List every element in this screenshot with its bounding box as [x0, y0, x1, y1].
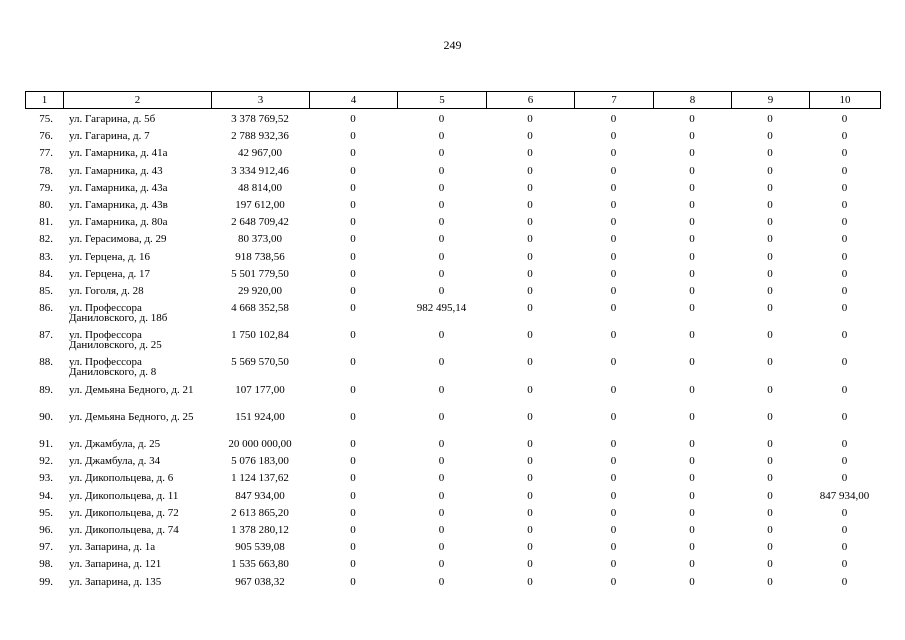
table-row — [25, 111, 880, 128]
value-cell: 0 — [689, 233, 695, 246]
value-cell: 3 334 912,46 — [231, 164, 289, 177]
value-cell: 0 — [689, 284, 695, 297]
value-cell: 0 — [527, 302, 533, 315]
value-cell: 0 — [689, 113, 695, 125]
value-cell: 0 — [610, 523, 617, 536]
value-cell: 0 — [767, 233, 773, 246]
value-cell: 0 — [438, 250, 445, 263]
value-cell: 0 — [841, 438, 848, 450]
value-cell: 2 648 709,42 — [231, 216, 289, 229]
row-number-cell: 90. — [39, 410, 53, 423]
value-cell: 0 — [689, 541, 695, 554]
value-cell: 0 — [689, 506, 695, 519]
value-cell: 0 — [767, 575, 773, 588]
value-cell: 3 378 769,52 — [231, 113, 289, 125]
value-cell: 0 — [610, 267, 617, 280]
table-row — [25, 453, 880, 470]
column-header-table — [25, 91, 881, 109]
row-number-cell: 77. — [39, 147, 53, 160]
value-cell: 0 — [841, 267, 848, 280]
value-cell: 0 — [527, 284, 533, 297]
value-cell: 0 — [438, 130, 445, 143]
value-cell: 107 177,00 — [235, 383, 285, 396]
value-cell: 0 — [350, 198, 356, 211]
value-cell: 0 — [610, 541, 617, 554]
value-cell: 0 — [350, 130, 356, 143]
value-cell: 0 — [350, 113, 356, 125]
value-cell: 0 — [438, 267, 445, 280]
address-cell: ул. Герцена, д. 16 — [69, 250, 151, 263]
value-cell: 0 — [350, 147, 356, 160]
value-cell: 2 613 865,20 — [231, 506, 289, 519]
value-cell: 0 — [438, 147, 445, 160]
value-cell: 0 — [527, 438, 533, 450]
value-cell: 0 — [610, 329, 617, 342]
value-cell: 20 000 000,00 — [228, 438, 292, 450]
value-cell: 0 — [841, 216, 848, 229]
table-row — [25, 505, 880, 522]
table-row — [25, 145, 880, 162]
value-cell: 0 — [350, 523, 356, 536]
value-cell: 0 — [767, 523, 773, 536]
value-cell: 0 — [438, 558, 445, 571]
value-cell: 0 — [438, 233, 445, 246]
value-cell: 0 — [350, 489, 356, 502]
value-cell: 0 — [610, 410, 617, 423]
value-cell: 0 — [527, 489, 533, 502]
value-cell: 0 — [767, 438, 773, 450]
row-number-cell: 88. — [39, 356, 53, 369]
row-number-cell: 78. — [39, 164, 53, 177]
value-cell: 0 — [527, 541, 533, 554]
value-cell: 0 — [767, 410, 773, 423]
value-cell: 0 — [527, 233, 533, 246]
value-cell: 0 — [527, 164, 533, 177]
row-number-cell: 85. — [39, 284, 53, 297]
row-number-cell: 89. — [39, 383, 53, 396]
address-cell: ул. Гагарина, д. 5б — [69, 113, 156, 125]
column-header: 6 — [487, 92, 575, 109]
value-cell: 0 — [841, 198, 848, 211]
value-cell: 29 920,00 — [238, 284, 282, 297]
value-cell: 0 — [767, 356, 773, 369]
value-cell: 0 — [689, 410, 695, 423]
value-cell: 0 — [527, 383, 533, 396]
value-cell: 4 668 352,58 — [231, 302, 289, 315]
column-header: 1 — [26, 92, 64, 109]
value-cell: 0 — [841, 329, 848, 342]
value-cell: 1 124 137,62 — [231, 472, 289, 485]
table-row — [25, 488, 880, 505]
value-cell: 0 — [689, 130, 695, 143]
row-number-cell: 96. — [39, 523, 53, 536]
value-cell: 0 — [767, 216, 773, 229]
value-cell: 0 — [438, 383, 445, 396]
address-cell: ул. Гагарина, д. 7 — [69, 130, 150, 143]
value-cell: 48 814,00 — [238, 181, 282, 194]
value-cell: 0 — [689, 250, 695, 263]
table-row — [25, 436, 880, 453]
address-cell: ул. Гамарника, д. 43а — [69, 181, 168, 194]
value-cell: 0 — [689, 329, 695, 342]
value-cell: 0 — [527, 147, 533, 160]
value-cell: 0 — [350, 558, 356, 571]
value-cell: 0 — [767, 506, 773, 519]
value-cell: 0 — [350, 383, 356, 396]
value-cell: 0 — [689, 181, 695, 194]
value-cell: 0 — [767, 147, 773, 160]
value-cell: 0 — [689, 147, 695, 160]
value-cell: 0 — [767, 302, 773, 315]
value-cell: 0 — [689, 575, 695, 588]
value-cell: 0 — [610, 233, 617, 246]
value-cell: 0 — [841, 455, 848, 468]
table-row — [25, 539, 880, 556]
value-cell: 0 — [438, 523, 445, 536]
address-cell: ул. Демьяна Бедного, д. 21 — [69, 383, 194, 396]
value-cell: 2 788 932,36 — [231, 130, 289, 143]
value-cell: 0 — [689, 302, 695, 315]
row-number-cell: 84. — [39, 267, 53, 280]
row-number-cell: 86. — [39, 302, 53, 315]
table-row — [25, 409, 880, 436]
value-cell: 0 — [841, 233, 848, 246]
row-number-cell: 93. — [39, 472, 53, 485]
value-cell: 0 — [841, 523, 848, 536]
value-cell: 0 — [350, 472, 356, 485]
value-cell: 0 — [841, 284, 848, 297]
value-cell: 0 — [350, 575, 356, 588]
value-cell: 0 — [767, 541, 773, 554]
value-cell: 0 — [767, 181, 773, 194]
value-cell: 0 — [527, 181, 533, 194]
value-cell: 0 — [527, 216, 533, 229]
address-cell: ул. Гамарника, д. 80а — [69, 216, 168, 229]
value-cell: 0 — [841, 164, 848, 177]
value-cell: 0 — [767, 558, 773, 571]
table-row — [25, 556, 880, 573]
value-cell: 0 — [438, 506, 445, 519]
value-cell: 0 — [767, 250, 773, 263]
value-cell: 0 — [438, 284, 445, 297]
value-cell: 0 — [610, 147, 617, 160]
row-number-cell: 82. — [39, 233, 53, 246]
column-header: 3 — [212, 92, 310, 109]
value-cell: 0 — [527, 329, 533, 342]
value-cell: 0 — [767, 329, 773, 342]
table-row — [25, 470, 880, 487]
value-cell: 0 — [527, 558, 533, 571]
value-cell: 0 — [689, 198, 695, 211]
value-cell: 0 — [689, 356, 695, 369]
address-cell: ул. Запарина, д. 135 — [69, 575, 162, 588]
table-row — [25, 266, 880, 283]
value-cell: 0 — [610, 506, 617, 519]
address-cell: ул. Джамбула, д. 25 — [69, 438, 161, 450]
address-cell: ул. Дикопольцева, д. 72 — [69, 506, 179, 519]
value-cell: 0 — [767, 455, 773, 468]
value-cell: 0 — [689, 164, 695, 177]
address-cell: ул. Гамарника, д. 41а — [69, 147, 168, 160]
value-cell: 0 — [767, 113, 773, 125]
value-cell: 0 — [841, 302, 848, 315]
column-header: 2 — [64, 92, 212, 109]
value-cell: 0 — [350, 302, 356, 315]
value-cell: 0 — [610, 284, 617, 297]
value-cell: 0 — [527, 575, 533, 588]
value-cell: 0 — [438, 410, 445, 423]
row-number-cell: 79. — [39, 181, 53, 194]
value-cell: 0 — [841, 506, 848, 519]
value-cell: 0 — [350, 356, 356, 369]
column-header-row — [26, 92, 881, 109]
value-cell: 0 — [610, 558, 617, 571]
row-number-cell: 80. — [39, 198, 53, 211]
value-cell: 0 — [610, 181, 617, 194]
value-cell: 0 — [841, 181, 848, 194]
value-cell: 0 — [841, 356, 848, 369]
table-row — [25, 197, 880, 214]
row-number-cell: 92. — [39, 455, 53, 468]
value-cell: 0 — [841, 541, 848, 554]
address-cell: ул. Дикопольцева, д. 11 — [69, 489, 179, 502]
value-cell: 0 — [610, 472, 617, 485]
value-cell: 0 — [767, 130, 773, 143]
row-number-cell: 94. — [39, 489, 53, 502]
address-cell: ул. Профессора Даниловского, д. 8 — [69, 356, 157, 379]
value-cell: 0 — [841, 410, 848, 423]
row-number-cell: 98. — [39, 558, 53, 571]
value-cell: 0 — [610, 575, 617, 588]
column-header: 10 — [810, 92, 881, 109]
row-number-cell: 81. — [39, 216, 53, 229]
value-cell: 0 — [527, 356, 533, 369]
value-cell: 0 — [350, 216, 356, 229]
address-cell: ул. Дикопольцева, д. 74 — [69, 523, 179, 536]
value-cell: 0 — [438, 113, 445, 125]
value-cell: 0 — [610, 198, 617, 211]
value-cell: 0 — [350, 267, 356, 280]
row-number-cell: 87. — [39, 329, 53, 342]
value-cell: 151 924,00 — [235, 410, 285, 423]
value-cell: 0 — [527, 410, 533, 423]
value-cell: 0 — [689, 383, 695, 396]
column-header: 8 — [654, 92, 732, 109]
value-cell: 197 612,00 — [235, 198, 285, 211]
value-cell: 0 — [610, 438, 617, 450]
page-number: 249 — [443, 38, 462, 52]
value-cell: 0 — [689, 523, 695, 536]
table-row — [25, 163, 880, 180]
value-cell: 0 — [527, 267, 533, 280]
value-cell: 0 — [689, 267, 695, 280]
value-cell: 0 — [841, 130, 848, 143]
table-row — [25, 574, 880, 591]
value-cell: 0 — [610, 113, 617, 125]
value-cell: 0 — [767, 198, 773, 211]
value-cell: 0 — [527, 198, 533, 211]
value-cell: 0 — [350, 233, 356, 246]
value-cell: 0 — [689, 455, 695, 468]
value-cell: 0 — [438, 329, 445, 342]
row-number-cell: 97. — [39, 541, 53, 554]
value-cell: 0 — [527, 472, 533, 485]
value-cell: 1 378 280,12 — [231, 523, 289, 536]
value-cell: 1 535 663,80 — [231, 558, 289, 571]
value-cell: 0 — [610, 216, 617, 229]
value-cell: 0 — [438, 438, 445, 450]
address-cell: ул. Гамарника, д. 43в — [69, 198, 168, 211]
value-cell: 0 — [438, 356, 445, 369]
address-cell: ул. Запарина, д. 121 — [69, 558, 162, 571]
address-cell: ул. Гоголя, д. 28 — [69, 284, 144, 297]
value-cell: 0 — [767, 267, 773, 280]
row-number-cell: 91. — [39, 438, 53, 450]
value-cell: 42 967,00 — [238, 147, 282, 160]
value-cell: 0 — [350, 284, 356, 297]
value-cell: 0 — [841, 250, 848, 263]
value-cell: 0 — [350, 164, 356, 177]
value-cell: 1 750 102,84 — [231, 329, 289, 342]
value-cell: 0 — [438, 455, 445, 468]
value-cell: 0 — [438, 489, 445, 502]
value-cell: 80 373,00 — [238, 233, 282, 246]
row-number-cell: 76. — [39, 130, 53, 143]
table-row — [25, 249, 880, 266]
column-header: 5 — [398, 92, 487, 109]
table-body — [25, 111, 880, 591]
value-cell: 0 — [841, 472, 848, 485]
value-cell: 0 — [689, 216, 695, 229]
address-cell: ул. Запарина, д. 1а — [69, 541, 156, 554]
value-cell: 0 — [841, 147, 848, 160]
value-cell: 0 — [350, 181, 356, 194]
value-cell: 0 — [350, 438, 356, 450]
value-cell: 0 — [767, 284, 773, 297]
value-cell: 0 — [527, 250, 533, 263]
value-cell: 0 — [350, 455, 356, 468]
column-header: 4 — [310, 92, 398, 109]
value-cell: 0 — [689, 489, 695, 502]
address-cell: ул. Профессора Даниловского, д. 18б — [69, 302, 168, 325]
value-cell: 0 — [350, 506, 356, 519]
row-number-cell: 83. — [39, 250, 53, 263]
value-cell: 0 — [610, 455, 617, 468]
value-cell: 0 — [350, 541, 356, 554]
value-cell: 0 — [610, 130, 617, 143]
value-cell: 0 — [527, 130, 533, 143]
value-cell: 0 — [841, 558, 848, 571]
value-cell: 0 — [350, 250, 356, 263]
table-row — [25, 327, 880, 354]
value-cell: 0 — [767, 472, 773, 485]
table-row — [25, 231, 880, 248]
value-cell: 0 — [689, 472, 695, 485]
value-cell: 982 495,14 — [416, 302, 467, 315]
value-cell: 0 — [610, 164, 617, 177]
value-cell: 0 — [438, 575, 445, 588]
value-cell: 967 038,32 — [235, 575, 285, 588]
value-cell: 847 934,00 — [235, 489, 285, 502]
address-cell: ул. Профессора Даниловского, д. 25 — [69, 329, 162, 352]
value-cell: 0 — [841, 113, 848, 125]
address-cell: ул. Герасимова, д. 29 — [69, 233, 167, 246]
value-cell: 0 — [438, 541, 445, 554]
value-cell: 0 — [527, 523, 533, 536]
row-number-cell: 95. — [39, 506, 53, 519]
table-row — [25, 128, 880, 145]
value-cell: 0 — [350, 329, 356, 342]
value-cell: 0 — [527, 113, 533, 125]
value-cell: 847 934,00 — [819, 489, 870, 502]
table-row — [25, 180, 880, 197]
table-row — [25, 283, 880, 300]
value-cell: 0 — [841, 383, 848, 396]
value-cell: 0 — [610, 250, 617, 263]
address-cell: ул. Герцена, д. 17 — [69, 267, 151, 280]
value-cell: 918 738,56 — [235, 250, 285, 263]
table-row — [25, 354, 880, 381]
value-cell: 0 — [438, 164, 445, 177]
value-cell: 5 501 779,50 — [231, 267, 289, 280]
address-cell: ул. Дикопольцева, д. 6 — [69, 472, 174, 485]
value-cell: 0 — [767, 489, 773, 502]
value-cell: 0 — [689, 438, 695, 450]
value-cell: 0 — [438, 181, 445, 194]
value-cell: 0 — [527, 506, 533, 519]
address-cell: ул. Гамарника, д. 43 — [69, 164, 163, 177]
address-cell: ул. Демьяна Бедного, д. 25 — [69, 410, 194, 423]
table-row — [25, 214, 880, 231]
column-header: 7 — [575, 92, 654, 109]
value-cell: 0 — [527, 455, 533, 468]
table-row — [25, 300, 880, 327]
value-cell: 0 — [350, 410, 356, 423]
value-cell: 905 539,08 — [235, 541, 285, 554]
value-cell: 5 569 570,50 — [231, 356, 289, 369]
address-cell: ул. Джамбула, д. 34 — [69, 455, 161, 468]
row-number-cell: 99. — [39, 575, 53, 588]
value-cell: 0 — [438, 472, 445, 485]
value-cell: 0 — [438, 216, 445, 229]
value-cell: 0 — [610, 302, 617, 315]
table-row — [25, 382, 880, 409]
row-number-cell: 75. — [39, 113, 53, 125]
data-table — [25, 111, 880, 591]
value-cell: 0 — [438, 198, 445, 211]
value-cell: 0 — [767, 164, 773, 177]
value-cell: 0 — [841, 575, 848, 588]
value-cell: 5 076 183,00 — [231, 455, 289, 468]
table-row — [25, 522, 880, 539]
value-cell: 0 — [767, 383, 773, 396]
value-cell: 0 — [689, 558, 695, 571]
value-cell: 0 — [610, 356, 617, 369]
column-header: 9 — [732, 92, 810, 109]
value-cell: 0 — [610, 489, 617, 502]
value-cell: 0 — [610, 383, 617, 396]
